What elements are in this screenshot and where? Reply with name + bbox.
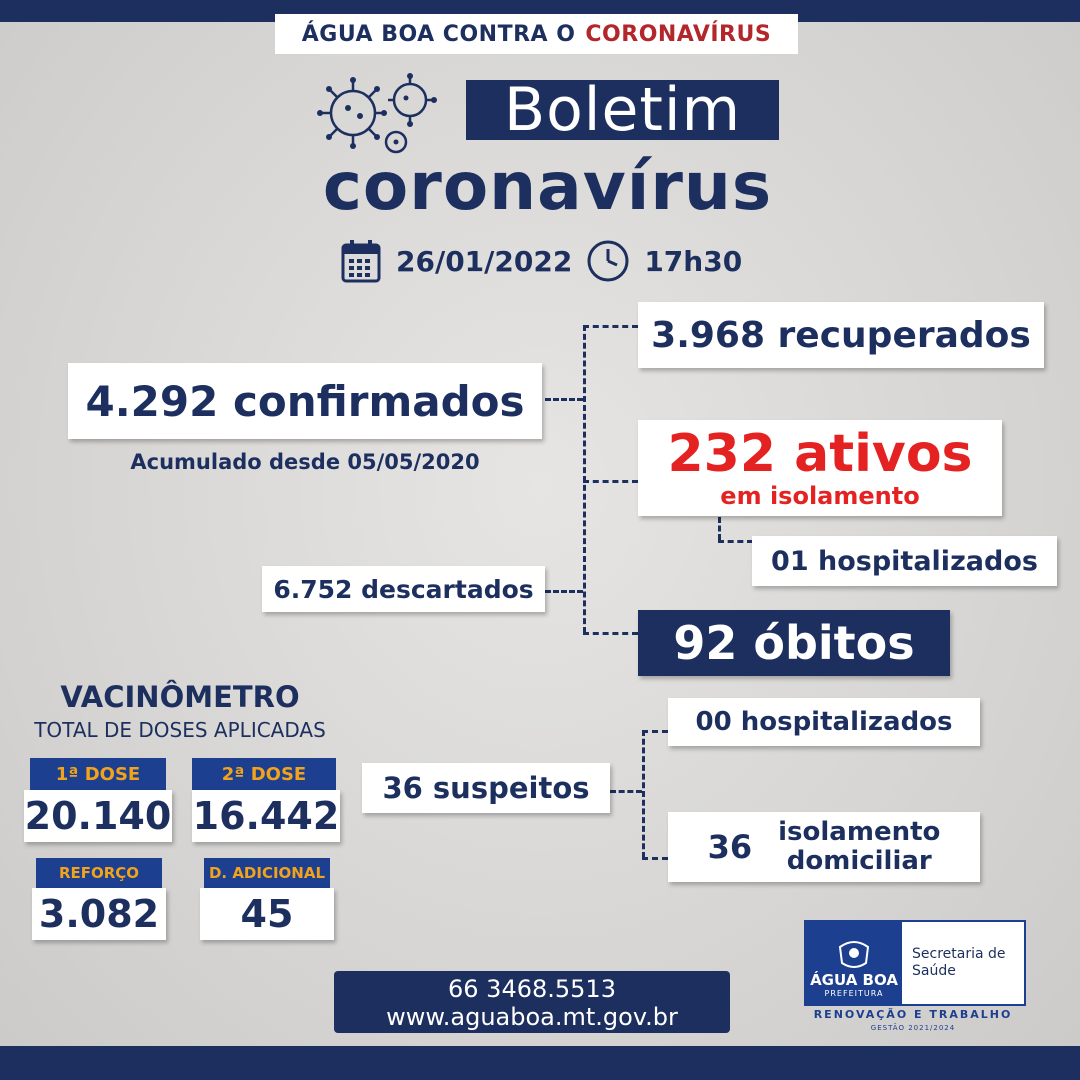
- confirmados-card: 4.292 confirmados: [68, 363, 542, 439]
- dose-2-label: 2ª DOSE: [192, 758, 336, 790]
- obitos-card: 92 óbitos: [638, 610, 950, 676]
- header-tag: [275, 14, 798, 54]
- bottom-bar: [0, 1046, 1080, 1080]
- city-crest-icon: [834, 937, 874, 971]
- logo-city: ÁGUA BOA: [810, 971, 898, 989]
- connector-line: [642, 730, 668, 733]
- title-boletim: Boletim: [466, 80, 779, 140]
- connector-line: [545, 590, 583, 593]
- date-time-line: [340, 234, 780, 288]
- connector-line: [718, 517, 721, 540]
- contact-phone: 66 3468.5513: [448, 975, 616, 1003]
- dose-adicional-label: D. ADICIONAL: [204, 858, 330, 888]
- dose-adicional-value: 45: [200, 888, 334, 940]
- header-tag-highlight: CORONAVÍRUS: [585, 21, 772, 47]
- calendar-icon: [340, 238, 382, 284]
- dose-2-value: 16.442: [192, 790, 340, 842]
- logo-gestao: GESTÃO 2021/2024: [870, 1024, 956, 1032]
- ativos-card: [638, 420, 1002, 516]
- time-text: 17h30: [644, 244, 743, 278]
- connector-line: [583, 325, 638, 328]
- reforco-label: REFORÇO: [36, 858, 162, 888]
- isolamento-label-2: domiciliar: [786, 846, 932, 876]
- ativos-value: 232 ativos: [667, 424, 973, 484]
- connector-line: [610, 790, 642, 793]
- title-coronavirus: coronavírus: [322, 148, 773, 225]
- logo-sub: PREFEITURA: [824, 989, 884, 998]
- ativos-hospitalizados-card: 01 hospitalizados: [752, 536, 1057, 586]
- logo-dept-1: Secretaria de: [912, 946, 1006, 962]
- connector-line: [642, 730, 645, 858]
- vacinometro-title: VACINÔMETRO: [60, 680, 300, 714]
- virus-icon: [308, 68, 448, 160]
- connector-line: [583, 325, 586, 633]
- recuperados-card: 3.968 recuperados: [638, 302, 1044, 368]
- logo-slogan: RENOVAÇÃO E TRABALHO: [813, 1008, 1013, 1021]
- acumulado-note: Acumulado desde 05/05/2020: [130, 450, 480, 474]
- clock-icon: [586, 239, 630, 283]
- connector-line: [583, 480, 638, 483]
- logo-dept-2: Saúde: [912, 963, 956, 979]
- connector-line: [545, 398, 583, 401]
- suspeitos-hospitalizados-card: 00 hospitalizados: [668, 698, 980, 746]
- isolamento-count: 36: [707, 828, 753, 866]
- prefeitura-logo: [804, 920, 1026, 1006]
- reforco-value: 3.082: [32, 888, 166, 940]
- suspeitos-card: 36 suspeitos: [362, 763, 610, 813]
- isolamento-label-1: isolamento: [778, 817, 941, 847]
- header-tag-text: ÁGUA BOA CONTRA O: [301, 21, 576, 47]
- contact-box: [334, 971, 730, 1033]
- vacinometro-subtitle: TOTAL DE DOSES APLICADAS: [34, 718, 326, 742]
- connector-line: [718, 540, 753, 543]
- ativos-sub: em isolamento: [720, 482, 920, 510]
- descartados-card: 6.752 descartados: [262, 566, 545, 612]
- contact-website: www.aguaboa.mt.gov.br: [386, 1003, 678, 1031]
- dose-1-label: 1ª DOSE: [30, 758, 166, 790]
- suspeitos-isolamento-card: [668, 812, 980, 882]
- connector-line: [642, 857, 668, 860]
- date-text: 26/01/2022: [396, 244, 573, 278]
- dose-1-value: 20.140: [24, 790, 172, 842]
- connector-line: [583, 632, 638, 635]
